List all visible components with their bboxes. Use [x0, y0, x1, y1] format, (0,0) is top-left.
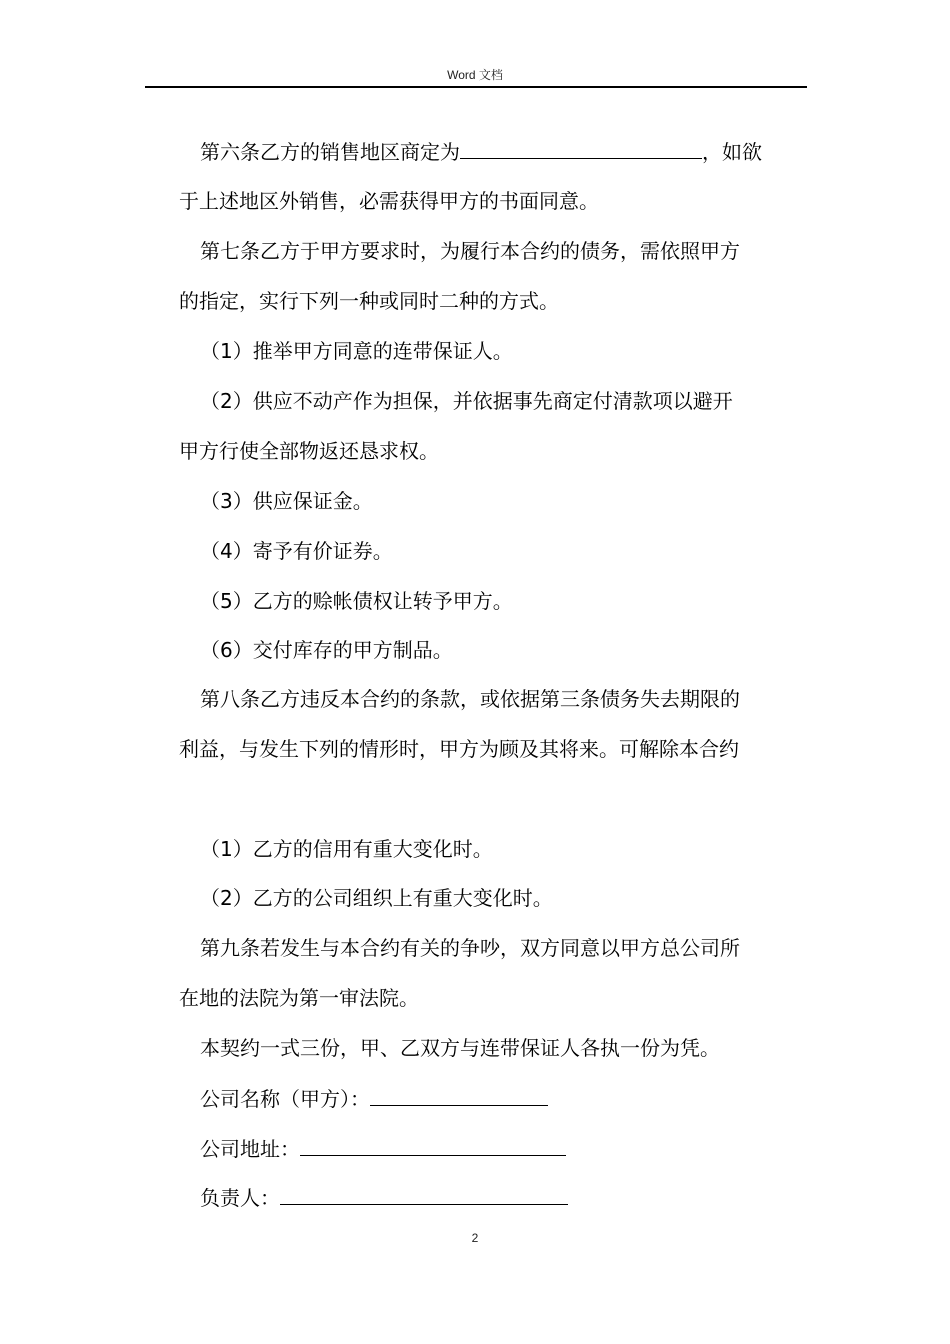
- article-7-line-2: 的指定，实行下列一种或同时二种的方式。: [179, 289, 559, 313]
- article-8-line-1: 第八条乙方违反本合约的条款，或依据第三条债务失去期限的: [200, 687, 740, 711]
- article-9-line-2: 在地的法院为第一审法院。: [179, 986, 419, 1010]
- article-7-item-1: （1）推举甲方同意的连带保证人。: [200, 339, 513, 363]
- article-8-item-2: （2）乙方的公司组织上有重大变化时。: [200, 886, 553, 910]
- signature-person: [200, 1184, 568, 1210]
- article-6-line-2: 于上述地区外销售，必需获得甲方的书面同意。: [179, 189, 599, 213]
- article-6-text-b: ，如欲: [702, 140, 762, 164]
- responsible-person-label: 负责人：: [200, 1186, 280, 1210]
- signature-company: [200, 1085, 548, 1111]
- copies-clause: 本契约一式三份，甲、乙双方与连带保证人各执一份为凭。: [200, 1036, 720, 1060]
- article-7-item-6: （6）交付库存的甲方制品。: [200, 638, 453, 662]
- page-header: Word 文档: [447, 68, 503, 82]
- article-8-item-1: （1）乙方的信用有重大变化时。: [200, 837, 493, 861]
- responsible-person-blank: [280, 1184, 568, 1205]
- article-7-item-4: （4）寄予有价证券。: [200, 539, 393, 563]
- article-7-item-3: （3）供应保证金。: [200, 489, 373, 513]
- company-address-blank: [300, 1135, 566, 1156]
- article-7-item-2-line-1: （2）供应不动产作为担保，并依据事先商定付清款项以避开: [200, 389, 733, 413]
- company-name-label: 公司名称（甲方）：: [200, 1087, 370, 1111]
- company-address-label: 公司地址：: [200, 1137, 300, 1161]
- page-number: 2: [471, 1231, 479, 1245]
- article-6-text-a: 第六条乙方的销售地区商定为: [200, 140, 460, 164]
- article-7-item-5: （5）乙方的赊帐债权让转予甲方。: [200, 589, 513, 613]
- article-9-line-1: 第九条若发生与本合约有关的争吵，双方同意以甲方总公司所: [200, 936, 740, 960]
- sales-region-blank: [460, 138, 702, 159]
- company-name-blank: [370, 1085, 548, 1106]
- article-6-line-1: [200, 138, 762, 164]
- article-7-line-1: 第七条乙方于甲方要求时，为履行本合约的债务，需依照甲方: [200, 239, 740, 263]
- article-8-line-2: 利益，与发生下列的情形时，甲方为顾及其将来。可解除本合约: [179, 737, 739, 761]
- article-7-item-2-line-2: 甲方行使全部物返还恳求权。: [179, 439, 439, 463]
- header-divider: [145, 86, 807, 88]
- signature-address: [200, 1135, 566, 1161]
